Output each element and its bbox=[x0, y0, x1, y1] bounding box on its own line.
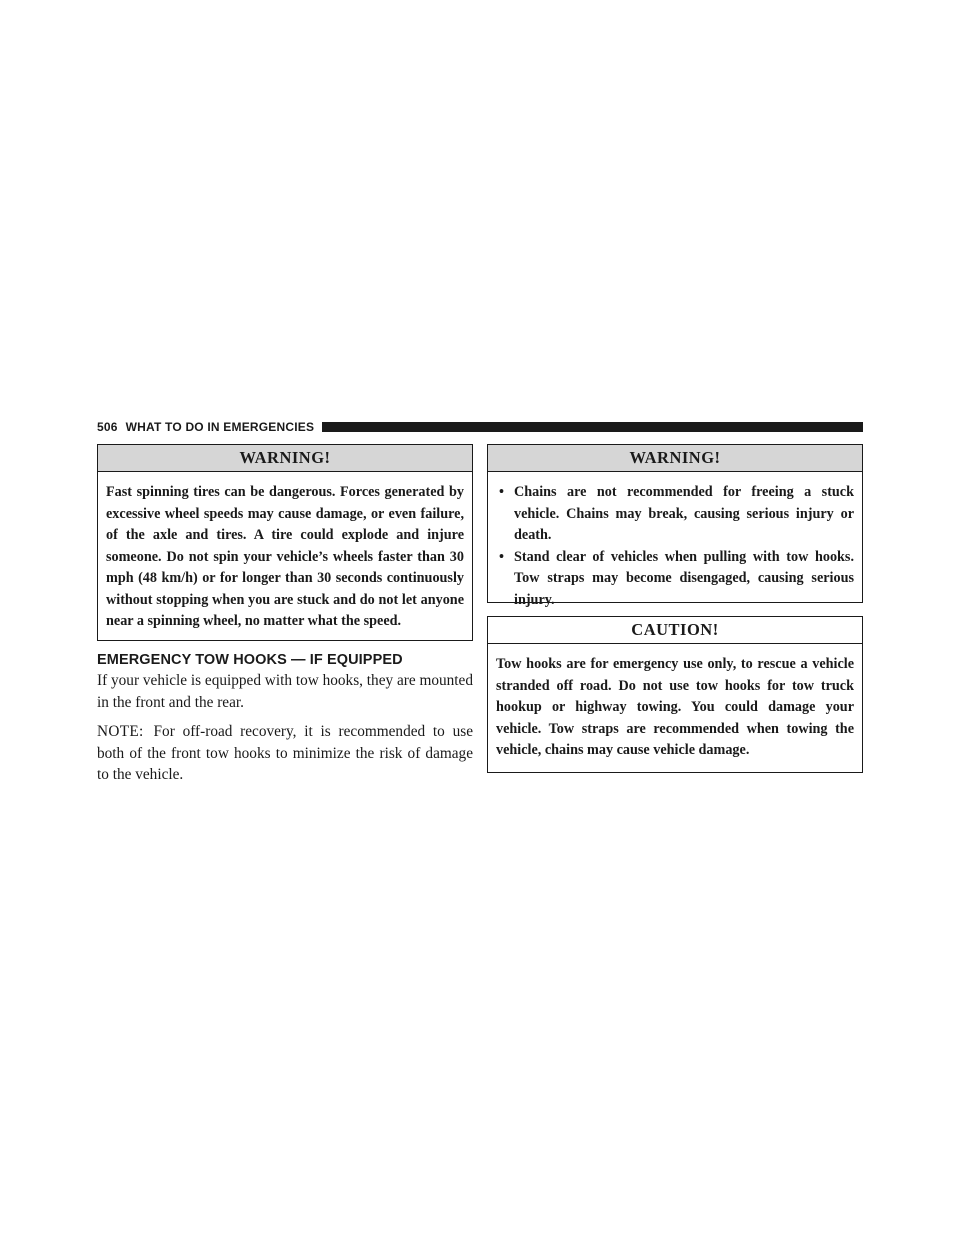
warning-list bbox=[488, 472, 862, 619]
warning-box-left bbox=[97, 444, 473, 641]
section-heading: EMERGENCY TOW HOOKS — IF EQUIPPED bbox=[97, 652, 403, 668]
warning-box-right bbox=[487, 444, 863, 608]
warning-list-item: • Stand clear of vehicles when pulling with tow hooks. Tow straps may become disengaged, causing serious injury. bbox=[496, 547, 854, 612]
page-number: 506 bbox=[97, 420, 118, 434]
header-rule bbox=[322, 422, 863, 432]
note-label: NOTE: bbox=[97, 723, 144, 740]
tow-hooks-section bbox=[97, 652, 473, 794]
warning-title: WARNING! bbox=[98, 445, 472, 472]
note-paragraph bbox=[97, 721, 473, 786]
warning-text: Fast spinning tires can be dangerous. Forces generated by excessive wheel speeds may cause damage, or even failure, of the axle and tires. A tire could explode and injure someone. Do not spin your vehicle’s wheels faster than 30 mph (48 km/h) or for longer than 30 seconds continuously without stopping when you are stuck and do not let anyone near a spinning wheel, no matter what the speed. bbox=[106, 484, 464, 629]
section-title: WHAT TO DO IN EMERGENCIES bbox=[125, 420, 315, 434]
tow-hooks-paragraph: If your vehicle is equipped with tow hooks, they are mounted in the front and the rear. bbox=[97, 672, 473, 711]
warning-title: WARNING! bbox=[488, 445, 862, 472]
caution-title: CAUTION! bbox=[488, 617, 862, 644]
page-header bbox=[97, 418, 863, 436]
caution-text: Tow hooks are for emergency use only, to rescue a vehicle stranded off road. Do not use tow hooks for tow truck hookup or highway towing. You could damage your vehicle. Tow straps are recommended when towing the vehicle, chains may cause vehicle damage. bbox=[496, 656, 854, 758]
note-text: For off-road recovery, it is recommended to use both of the front tow hooks to minimize the risk of damage to the vehicle. bbox=[97, 723, 473, 783]
caution-box bbox=[487, 616, 863, 773]
warning-list-item: • Chains are not recommended for freeing a stuck vehicle. Chains may break, causing serious injury or death. bbox=[496, 482, 854, 547]
